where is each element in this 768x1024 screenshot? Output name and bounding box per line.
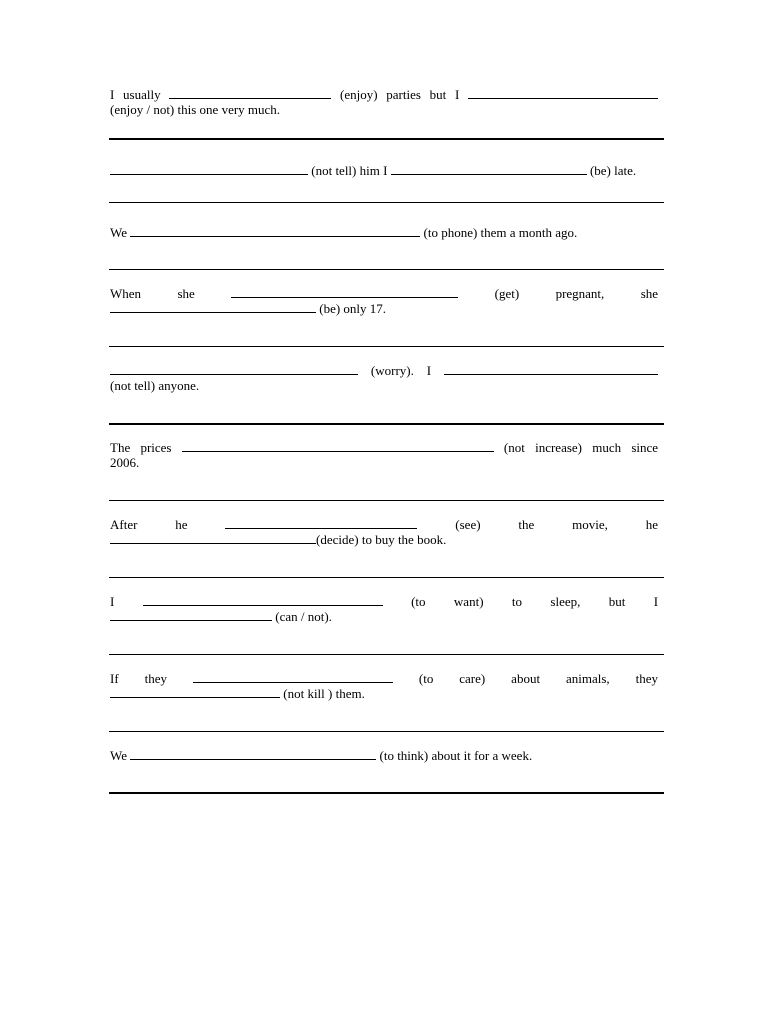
exercise-1-line-1 (110, 87, 658, 102)
answer-blank[interactable] (468, 87, 658, 99)
verb-hint: (to (411, 594, 426, 609)
exercise-2 (110, 163, 658, 178)
exercise-1-line-2 (110, 102, 658, 117)
verb-hint: (not tell) him I (311, 163, 388, 178)
exercise-4 (110, 286, 658, 316)
word: but (429, 87, 447, 102)
word: I (454, 87, 460, 102)
word: he (645, 517, 659, 532)
verb-hint: (worry). (370, 363, 414, 378)
word: I (110, 594, 115, 609)
word: When (110, 286, 142, 301)
answer-blank[interactable] (225, 517, 417, 529)
word: pregnant, (555, 286, 605, 301)
answer-blank[interactable] (110, 609, 272, 621)
exercise-2-line-1 (110, 163, 658, 178)
answer-blank[interactable] (391, 163, 587, 175)
exercise-3 (110, 225, 658, 240)
exercise-4-line-1 (110, 286, 658, 301)
verb-hint: increase) (535, 440, 583, 455)
exercise-7 (110, 517, 658, 547)
exercise-7-line-2 (110, 532, 658, 547)
answer-blank[interactable] (110, 532, 316, 544)
verb-hint: (not kill ) them. (283, 686, 365, 701)
word: After (110, 517, 138, 532)
word: I (110, 87, 115, 102)
answer-blank[interactable] (110, 686, 280, 698)
verb-hint: (get) (494, 286, 520, 301)
word: about (511, 671, 541, 686)
verb-hint: (not (503, 440, 525, 455)
exercise-8-line-1 (110, 594, 658, 609)
exercise-6-line-1 (110, 440, 658, 455)
word: she (177, 286, 195, 301)
exercise-1 (110, 87, 658, 117)
word: the (518, 517, 535, 532)
writing-rule (109, 500, 664, 501)
writing-rule (109, 423, 664, 425)
word: If (110, 671, 119, 686)
verb-hint: (can / not). (275, 609, 332, 624)
answer-blank[interactable] (130, 225, 420, 237)
word: sleep, (550, 594, 581, 609)
exercise-5-line-1 (110, 363, 658, 378)
answer-blank[interactable] (169, 87, 331, 99)
word: parties (386, 87, 421, 102)
word: he (175, 517, 188, 532)
word: movie, (572, 517, 608, 532)
verb-hint: (be) only 17. (319, 301, 387, 316)
exercise-9 (110, 671, 658, 701)
verb-hint: (to (418, 671, 434, 686)
writing-rule (109, 269, 664, 270)
word: they (635, 671, 659, 686)
word: The (110, 440, 131, 455)
verb-hint: (to think) about it for a week. (379, 748, 533, 763)
writing-rule (109, 792, 664, 794)
verb-hint: (enjoy / not) this one very much. (110, 102, 281, 117)
word: they (144, 671, 167, 686)
word: usually (123, 87, 161, 102)
writing-rule (109, 202, 664, 203)
answer-blank[interactable] (143, 594, 383, 606)
verb-hint: want) (453, 594, 484, 609)
writing-rule (109, 138, 664, 140)
word: but (608, 594, 626, 609)
exercise-8-line-2 (110, 609, 658, 624)
answer-blank[interactable] (110, 163, 308, 175)
exercise-9-line-1 (110, 671, 658, 686)
verb-hint: (not tell) anyone. (110, 378, 200, 393)
word: much (592, 440, 622, 455)
word: since (631, 440, 659, 455)
word: I (426, 363, 432, 378)
answer-blank[interactable] (110, 301, 316, 313)
writing-rule (109, 346, 664, 347)
verb-hint: care) (459, 671, 486, 686)
word: 2006. (110, 455, 140, 470)
writing-rule (109, 731, 664, 732)
word: to (511, 594, 523, 609)
exercise-7-line-1 (110, 517, 658, 532)
exercise-9-line-2 (110, 686, 658, 701)
exercise-4-line-2 (110, 301, 658, 316)
verb-hint: (be) late. (589, 163, 637, 178)
exercise-3-line-1 (110, 225, 658, 240)
exercise-10 (110, 748, 658, 763)
verb-hint: (decide) to buy the book. (316, 532, 447, 547)
word: We (110, 748, 127, 763)
answer-blank[interactable] (182, 440, 494, 452)
answer-blank[interactable] (231, 286, 458, 298)
answer-blank[interactable] (193, 671, 393, 683)
answer-blank[interactable] (110, 363, 358, 375)
word: animals, (566, 671, 610, 686)
writing-rule (109, 577, 664, 578)
answer-blank[interactable] (444, 363, 658, 375)
answer-blank[interactable] (130, 748, 376, 760)
exercise-8 (110, 594, 658, 624)
exercise-6 (110, 440, 658, 470)
word: We (110, 225, 127, 240)
word: prices (140, 440, 172, 455)
verb-hint: (see) (455, 517, 481, 532)
exercise-10-line-1 (110, 748, 658, 763)
verb-hint: (to phone) them a month ago. (423, 225, 578, 240)
exercise-5 (110, 363, 658, 393)
exercise-6-line-2 (110, 455, 658, 470)
writing-rule (109, 654, 664, 655)
verb-hint: (enjoy) (340, 87, 378, 102)
exercise-5-line-2 (110, 378, 658, 393)
word: I (653, 594, 659, 609)
word: she (640, 286, 659, 301)
